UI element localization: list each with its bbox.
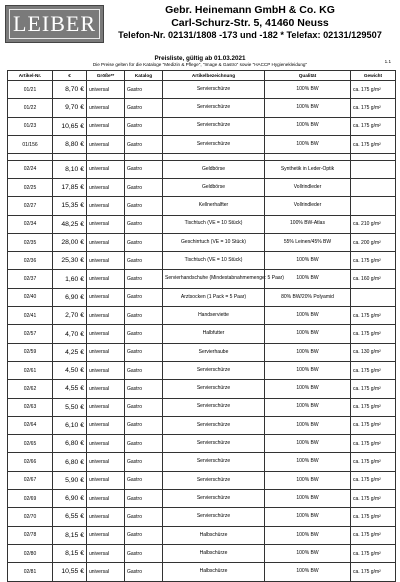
article-no-cell: 02/69 [8, 490, 53, 508]
weight-cell: ca. 130 g/m² [351, 343, 396, 361]
weight-cell: ca. 160 g/m² [351, 270, 396, 288]
article-no-cell: 02/80 [8, 544, 53, 562]
size-cell: universal [87, 307, 125, 325]
weight-cell: ca. 175 g/m² [351, 99, 396, 117]
table-row [8, 99, 396, 117]
description-cell: Halbschürze [163, 544, 265, 562]
weight-cell [351, 288, 396, 306]
description-cell: Servierhaube [163, 343, 265, 361]
catalog-cell: Gastro [125, 270, 163, 288]
weight-cell: ca. 175 g/m² [351, 453, 396, 471]
description-cell: Tischtuch (VE = 10 Stück) [163, 252, 265, 270]
description-cell: Geldbörse [163, 178, 265, 196]
weight-cell: ca. 175 g/m² [351, 544, 396, 562]
table-row [8, 117, 396, 135]
quality-cell: 55% Leinen/45% BW [265, 233, 351, 251]
table-row [8, 197, 396, 215]
quality-cell: 100% BW [265, 343, 351, 361]
weight-cell [351, 197, 396, 215]
description-cell: Servierhandschuhe (Mindestabnahmemenge: 5 Paar) [163, 270, 265, 288]
article-no-cell: 02/25 [8, 178, 53, 196]
description-cell: Servierschürze [163, 117, 265, 135]
weight-cell: ca. 175 g/m² [351, 398, 396, 416]
quality-cell: 100% BW [265, 252, 351, 270]
page-number: 1.1 [384, 59, 391, 64]
size-cell: universal [87, 233, 125, 251]
size-cell: universal [87, 380, 125, 398]
header-price: € [53, 71, 87, 81]
description-cell: Servierschürze [163, 471, 265, 489]
catalog-cell: Gastro [125, 81, 163, 99]
table-row [8, 526, 396, 544]
size-cell: universal [87, 471, 125, 489]
price-cell: 5,90 € [53, 471, 87, 489]
description-cell: Servierschürze [163, 99, 265, 117]
quality-cell: Synthetik in Leder-Optik [265, 160, 351, 178]
price-cell: 8,10 € [53, 160, 87, 178]
catalog-cell: Gastro [125, 99, 163, 117]
weight-cell: ca. 210 g/m² [351, 215, 396, 233]
quality-cell: 100% BW [265, 526, 351, 544]
article-no-cell: 02/63 [8, 398, 53, 416]
table-row [8, 490, 396, 508]
logo-frame [9, 9, 100, 39]
price-cell: 6,90 € [53, 490, 87, 508]
price-cell: 6,10 € [53, 416, 87, 434]
table-row [8, 233, 396, 251]
description-cell: Servierschürze [163, 508, 265, 526]
weight-cell: ca. 175 g/m² [351, 81, 396, 99]
price-cell: 8,15 € [53, 526, 87, 544]
quality-cell: 100% BW [265, 544, 351, 562]
description-cell: Servierschürze [163, 435, 265, 453]
description-cell: Servierschürze [163, 416, 265, 434]
weight-cell: ca. 175 g/m² [351, 307, 396, 325]
size-cell: universal [87, 416, 125, 434]
quality-cell: 100% BW [265, 117, 351, 135]
size-cell: universal [87, 135, 125, 153]
article-no-cell: 02/59 [8, 343, 53, 361]
table-row [8, 453, 396, 471]
description-cell: Geldbörse [163, 160, 265, 178]
catalog-cell: Gastro [125, 416, 163, 434]
description-cell: Kellnerhalfter [163, 197, 265, 215]
catalog-cell: Gastro [125, 160, 163, 178]
table-row [8, 398, 396, 416]
description-cell: Tischtuch (VE = 10 Stück) [163, 215, 265, 233]
price-cell: 10,55 € [53, 563, 87, 581]
size-cell: universal [87, 197, 125, 215]
catalog-cell: Gastro [125, 453, 163, 471]
quality-cell: 100% BW [265, 270, 351, 288]
catalog-cell: Gastro [125, 544, 163, 562]
description-cell: Arztsocken (1 Pack = 5 Paar) [163, 288, 265, 306]
description-cell: Halbschürze [163, 526, 265, 544]
price-cell: 6,90 € [53, 288, 87, 306]
table-row [8, 252, 396, 270]
weight-cell: ca. 175 g/m² [351, 490, 396, 508]
article-no-cell: 02/57 [8, 325, 53, 343]
table-row [8, 270, 396, 288]
price-cell: 15,35 € [53, 197, 87, 215]
price-cell: 10,65 € [53, 117, 87, 135]
weight-cell: ca. 175 g/m² [351, 117, 396, 135]
article-no-cell: 02/41 [8, 307, 53, 325]
description-cell: Servierschürze [163, 380, 265, 398]
price-cell: 4,70 € [53, 325, 87, 343]
price-cell: 8,80 € [53, 135, 87, 153]
size-cell: universal [87, 81, 125, 99]
size-cell: universal [87, 435, 125, 453]
quality-cell: 100% BW [265, 99, 351, 117]
quality-cell: 100% BW [265, 380, 351, 398]
size-cell: universal [87, 361, 125, 379]
table-row [8, 135, 396, 153]
catalog-cell: Gastro [125, 215, 163, 233]
company-name: Gebr. Heinemann GmbH & Co. KG [165, 4, 335, 16]
company-block [108, 4, 392, 42]
article-no-cell: 02/62 [8, 380, 53, 398]
quality-cell: 100% BW [265, 490, 351, 508]
table-row [8, 380, 396, 398]
quality-cell: 100% BW [265, 81, 351, 99]
size-cell: universal [87, 508, 125, 526]
size-cell: universal [87, 325, 125, 343]
article-no-cell: 02/65 [8, 435, 53, 453]
article-no-cell: 02/78 [8, 526, 53, 544]
table-row [8, 544, 396, 562]
price-table-body [8, 71, 396, 582]
catalog-cell: Gastro [125, 490, 163, 508]
catalog-cell: Gastro [125, 233, 163, 251]
quality-cell: 100% BW [265, 361, 351, 379]
quality-cell: 100% BW [265, 453, 351, 471]
article-no-cell: 02/40 [8, 288, 53, 306]
article-no-cell: 02/24 [8, 160, 53, 178]
price-cell: 25,30 € [53, 252, 87, 270]
size-cell: universal [87, 252, 125, 270]
catalog-cell: Gastro [125, 508, 163, 526]
size-cell: universal [87, 178, 125, 196]
quality-cell: 100% BW [265, 508, 351, 526]
catalog-cell: Gastro [125, 398, 163, 416]
description-cell: Servierschürze [163, 81, 265, 99]
table-row [8, 160, 396, 178]
table-row [8, 416, 396, 434]
article-no-cell: 02/66 [8, 453, 53, 471]
table-row [8, 178, 396, 196]
article-no-cell: 02/35 [8, 233, 53, 251]
pricelist-note: Die Preise gelten für die Kataloge "Medizin & Pflege", "Image & Gastro" sowie "HACCP Hygienekleidung" [92, 62, 308, 67]
quality-cell: 100% BW [265, 416, 351, 434]
size-cell: universal [87, 288, 125, 306]
quality-cell: 100% BW [265, 307, 351, 325]
price-cell: 5,50 € [53, 398, 87, 416]
weight-cell: ca. 175 g/m² [351, 435, 396, 453]
article-no-cell: 01/156 [8, 135, 53, 153]
catalog-cell: Gastro [125, 135, 163, 153]
table-row [8, 563, 396, 581]
article-no-cell: 01/23 [8, 117, 53, 135]
company-phone-fax: Telefon-Nr. 02131/1808 -173 und -182 * Telefax: 02131/129507 [118, 30, 382, 40]
quality-cell: 100% BW [265, 435, 351, 453]
article-no-cell: 01/21 [8, 81, 53, 99]
weight-cell: ca. 175 g/m² [351, 252, 396, 270]
article-no-cell: 02/61 [8, 361, 53, 379]
size-cell: universal [87, 544, 125, 562]
catalog-cell: Gastro [125, 361, 163, 379]
article-no-cell: 02/34 [8, 215, 53, 233]
quality-cell: 100% BW [265, 471, 351, 489]
catalog-cell: Gastro [125, 307, 163, 325]
quality-cell: 100% BW [265, 563, 351, 581]
quality-cell: 100% BW [265, 325, 351, 343]
price-cell: 8,70 € [53, 81, 87, 99]
catalog-cell: Gastro [125, 380, 163, 398]
table-row [8, 435, 396, 453]
weight-cell: ca. 175 g/m² [351, 508, 396, 526]
size-cell: universal [87, 563, 125, 581]
price-cell: 48,25 € [53, 215, 87, 233]
table-row [8, 215, 396, 233]
size-cell: universal [87, 526, 125, 544]
weight-cell [351, 160, 396, 178]
article-no-cell: 02/67 [8, 471, 53, 489]
size-cell: universal [87, 117, 125, 135]
catalog-cell: Gastro [125, 325, 163, 343]
catalog-cell: Gastro [125, 197, 163, 215]
size-cell: universal [87, 160, 125, 178]
table-header-row [8, 71, 396, 81]
size-cell: universal [87, 453, 125, 471]
description-cell: Servierschürze [163, 361, 265, 379]
price-cell: 6,80 € [53, 453, 87, 471]
header-weight: Gewicht [351, 71, 396, 81]
description-cell: Handserviette [163, 307, 265, 325]
company-address: Carl-Schurz-Str. 5, 41460 Neuss [171, 16, 329, 29]
price-cell: 6,80 € [53, 435, 87, 453]
table-row [8, 508, 396, 526]
price-cell: 4,55 € [53, 380, 87, 398]
weight-cell: ca. 175 g/m² [351, 416, 396, 434]
weight-cell: ca. 175 g/m² [351, 361, 396, 379]
table-row [8, 361, 396, 379]
description-cell: Servierschürze [163, 398, 265, 416]
quality-cell: Vollrindleder [265, 197, 351, 215]
price-cell: 2,70 € [53, 307, 87, 325]
header-quality: Qualität [265, 71, 351, 81]
description-cell: Servierschürze [163, 490, 265, 508]
size-cell: universal [87, 99, 125, 117]
catalog-cell: Gastro [125, 117, 163, 135]
price-cell: 1,60 € [53, 270, 87, 288]
article-no-cell: 02/64 [8, 416, 53, 434]
weight-cell: ca. 175 g/m² [351, 471, 396, 489]
size-cell: universal [87, 490, 125, 508]
weight-cell: ca. 175 g/m² [351, 325, 396, 343]
catalog-cell: Gastro [125, 471, 163, 489]
catalog-cell: Gastro [125, 563, 163, 581]
description-cell: Servierschürze [163, 453, 265, 471]
weight-cell: ca. 175 g/m² [351, 135, 396, 153]
article-no-cell: 02/27 [8, 197, 53, 215]
description-cell: Halbschürze [163, 563, 265, 581]
size-cell: universal [87, 398, 125, 416]
catalog-cell: Gastro [125, 435, 163, 453]
size-cell: universal [87, 215, 125, 233]
leiber-logo [5, 5, 104, 43]
price-cell: 4,50 € [53, 361, 87, 379]
article-no-cell: 01/22 [8, 99, 53, 117]
weight-cell: ca. 200 g/m² [351, 233, 396, 251]
description-cell: Servierschürze [163, 135, 265, 153]
size-cell: universal [87, 270, 125, 288]
weight-cell [351, 178, 396, 196]
header-size: Größe** [87, 71, 125, 81]
price-cell: 17,85 € [53, 178, 87, 196]
weight-cell: ca. 175 g/m² [351, 380, 396, 398]
quality-cell: 80% BW/20% Polyamid [265, 288, 351, 306]
price-cell: 8,15 € [53, 544, 87, 562]
catalog-cell: Gastro [125, 343, 163, 361]
description-cell: Halbfutter [163, 325, 265, 343]
price-cell: 4,25 € [53, 343, 87, 361]
table-row [8, 343, 396, 361]
price-cell: 28,00 € [53, 233, 87, 251]
table-row [8, 288, 396, 306]
header-description: Artikelbezeichnung [163, 71, 265, 81]
catalog-cell: Gastro [125, 178, 163, 196]
price-cell: 9,70 € [53, 99, 87, 117]
catalog-cell: Gastro [125, 526, 163, 544]
weight-cell: ca. 175 g/m² [351, 526, 396, 544]
pricelist-title: Preisliste, gültig ab 01.03.2021 [154, 55, 246, 62]
article-no-cell: 02/70 [8, 508, 53, 526]
catalog-cell: Gastro [125, 252, 163, 270]
table-row [8, 81, 396, 99]
article-no-cell: 02/37 [8, 270, 53, 288]
weight-cell: ca. 175 g/m² [351, 563, 396, 581]
quality-cell: 100% BW [265, 398, 351, 416]
price-cell: 6,55 € [53, 508, 87, 526]
quality-cell: 100% BW-Atlas [265, 215, 351, 233]
price-table [7, 70, 396, 582]
article-no-cell: 02/36 [8, 252, 53, 270]
quality-cell: Vollrindleder [265, 178, 351, 196]
table-row [8, 307, 396, 325]
header-article-no: Artikel-Nr. [8, 71, 53, 81]
description-cell: Geschirrtuch (VE = 10 Stück) [163, 233, 265, 251]
catalog-cell: Gastro [125, 288, 163, 306]
header-catalog: Katalog [125, 71, 163, 81]
table-row [8, 325, 396, 343]
article-no-cell: 02/81 [8, 563, 53, 581]
table-row [8, 471, 396, 489]
logo-text: LEIBER [13, 11, 96, 36]
size-cell: universal [87, 343, 125, 361]
quality-cell: 100% BW [265, 135, 351, 153]
